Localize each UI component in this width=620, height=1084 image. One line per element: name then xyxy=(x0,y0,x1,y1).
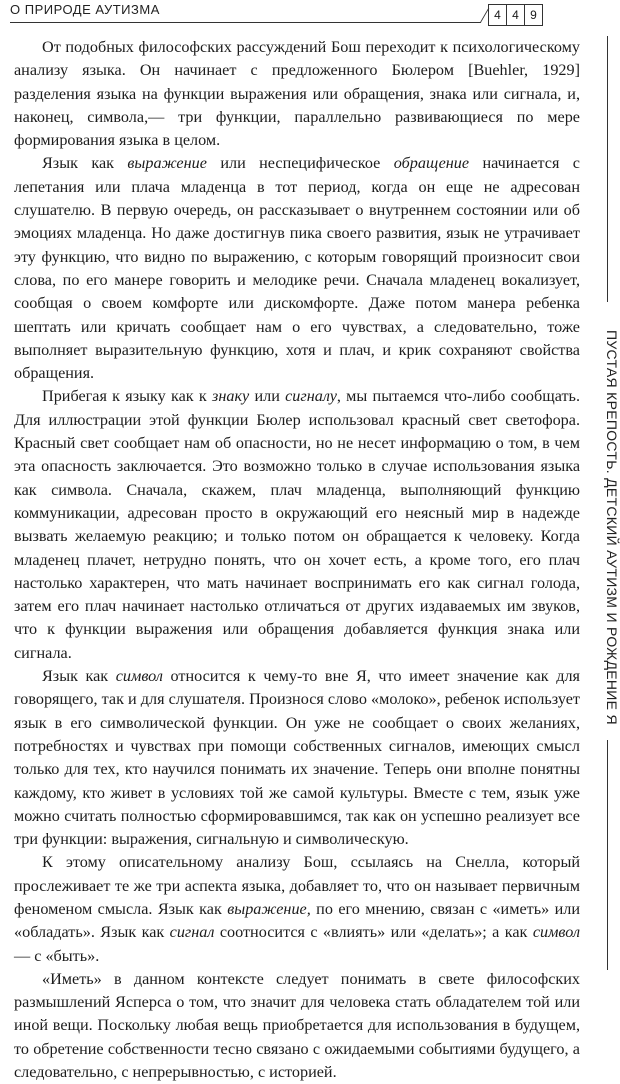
emphasis: выражение, xyxy=(227,899,311,918)
page-digit: 4 xyxy=(507,4,525,26)
text-run: — с «быть». xyxy=(14,946,100,965)
emphasis: символ xyxy=(115,667,163,686)
page-digit: 9 xyxy=(525,4,543,26)
text-run: , мы пытаемся что-либо сообщать. Для иллюстрации этой функции Бюлер использовал красный свет светофора. Красный свет сообщает нам об опасности, но не несет информацию о том, в чем эта опасность заключается. Это возможно только в случае использования языка как символа. Сначала, скажем, плач младенца, выполняющий функцию коммуникации, адресован просто в окружающий его неясный мир в надежде вызвать желаемую реакцию; и только потом он обращается к человеку. Когда младенец плачет, нетрудно понять, что он хочет есть, а кроме того, его плач настолько характерен, что мать начинает воспринимать его как сигнал голода, затем его плач начинает настолько отличаться от других издаваемых им звуков, что к функции выражения или обращения добавляется функция знака или сигнала. xyxy=(14,387,580,662)
side-rule-top xyxy=(607,36,608,302)
text-run: соотносится с «влиять» или «делать»; а как xyxy=(214,923,533,942)
emphasis: сигнал xyxy=(169,923,215,942)
page-digit: 4 xyxy=(488,4,507,26)
page-number xyxy=(488,4,543,26)
running-head: О ПРИРОДЕ АУТИЗМА xyxy=(10,2,160,17)
text-run: относится к чему-то вне Я, что имеет значение как для говорящего, так и для слушателя. Произнося слово «молоко», ребенок использует язык в его символической функции. Он уже не сообщает о своих желаниях, потребностях и чувствах при помощи собственных сигналов, имеющих смысл только для тех, кто научился понимать их значение. Теперь они вполне понятны каждому, кто живет в условиях той же самой культуры. Вместе с тем, язык уже можно считать полностью сформировавшимся, так как он успешно реализует все три функции: выражения, сигнальную и символическую. xyxy=(14,667,580,849)
text-run: Язык как xyxy=(42,154,128,173)
body-text xyxy=(14,36,580,1084)
text-run: или xyxy=(249,387,286,406)
paragraph-6: «Иметь» в данном контексте следует понимать в свете философских размышлений Ясперса о том, что значит для человека стать обладателем той или иной вещи. Поскольку любая вещь приобретается для использования в будущем, то обретение собственности тесно связано с ожидаемыми событиями будущего, а следовательно, с непрерывностью, с историей. xyxy=(14,969,580,1082)
text-run: или неспецифическое xyxy=(206,154,394,173)
text-run: Язык как xyxy=(42,667,116,686)
paragraph-3 xyxy=(14,385,580,665)
text-run: по его мнению, связан с «иметь» или «обладать». Язык как xyxy=(14,899,580,942)
paragraph-5 xyxy=(14,851,580,967)
emphasis: знаку xyxy=(212,387,250,406)
text-run: К этому описательному анализу Бош, ссылаясь на Снелла, который прослеживает те же три аспекта языка, добавляет то, что он называет первичным феноменом смысла. Язык как xyxy=(14,853,580,918)
paragraph-2 xyxy=(14,152,580,385)
text-run: Прибегая к языку как к xyxy=(42,387,213,406)
text-run: начинается с лепетания или плача младенца в тот период, когда он еще не адресован слушателю. В первую очередь, он рассказывает о внутреннем состоянии или об эмоциях младенца. Но даже достигнув пика своего развития, язык не утрачивает эту функцию, что видно по выражению, с которым говорящий произносит свои слова, по его манере говорить и мелодике речи. Сначала младенец вокализует, сообщая о своем комфорте или дискомфорте. Даже потом манера ребенка шептать или кричать сообщает нам о его чувствах, а следовательно, тоже выполняет выразительную функцию, хотя и плач, и крик сохраняют свойства обращения. xyxy=(14,154,580,383)
emphasis: сигналу xyxy=(285,387,337,406)
side-book-title: ПУСТАЯ КРЕПОСТЬ. ДЕТСКИЙ АУТИЗМ И РОЖДЕНИЕ Я xyxy=(604,330,620,725)
angle-arrow-icon xyxy=(470,8,490,23)
emphasis: выражение xyxy=(127,154,207,173)
emphasis: обращение xyxy=(393,154,470,173)
header-rule xyxy=(10,22,480,23)
side-rule-bottom xyxy=(607,740,608,970)
emphasis: символ xyxy=(532,923,580,942)
paragraph-1: От подобных философских рассуждений Бош переходит к психологическому анализу языка. Он начинает с предложенного Бюлером [Buehler, 1929] разделения языка на функции выражения или обращения, знака или сигнала, и, наконец, символа,— три функции, параллельно развивающиеся по мере формирования языка в целом. xyxy=(14,38,580,150)
paragraph-4 xyxy=(14,665,580,851)
